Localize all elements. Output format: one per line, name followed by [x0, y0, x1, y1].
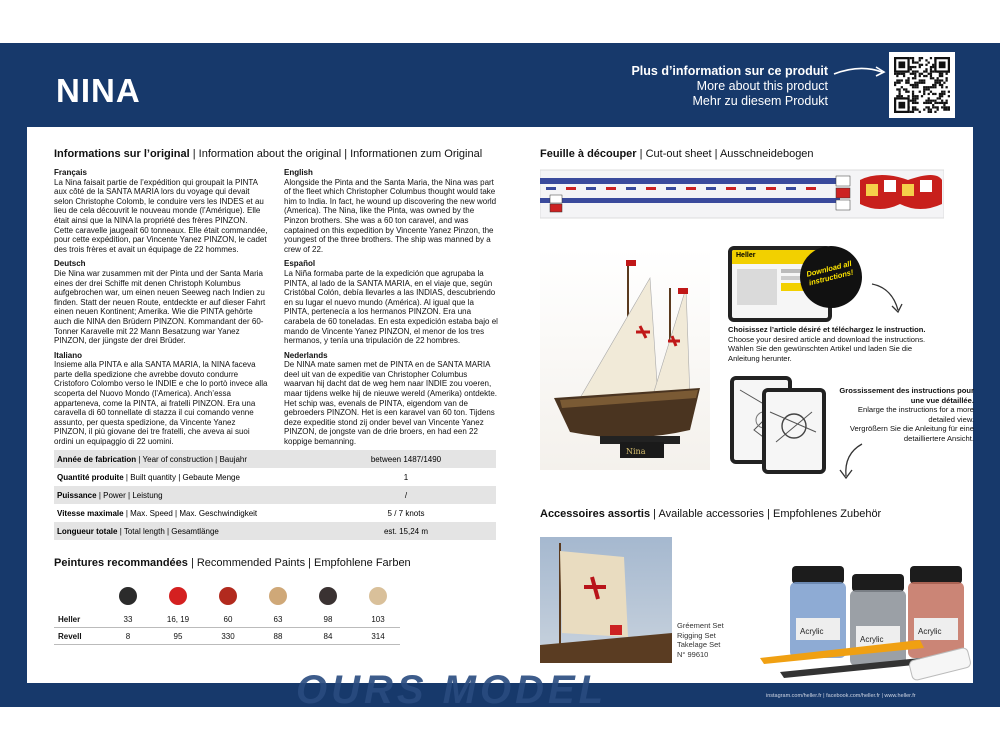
- info-text: De NINA mate samen met de PINTA en de SANTA MARIA deel uit van de expeditie van Christopher Columbus waarvan hij dacht dat de weg hem naar INDIE zou voeren, maar tijdens welke hij de nieuwe wereld (Amerika) ontdekte. Het schip was, evenals de PINTA, eigendom van de gebroeders PINZON. Het is een karavel van 60 ton. Tijdens deze expeditie stond zij onder bevel van Vincente Yanez PINZON, de jongste van de drie broers, en had een 22 koppige bemanning.: [284, 360, 497, 447]
- lang-label: Deutsch: [54, 259, 86, 269]
- paints-heading: [54, 557, 411, 569]
- info-text: Alongside the Pinta and the Santa Maria, the Nina was part of the fleet which Christopher Columbus thought would take him to India. In fact, he wound up discovering the new world (America). The Nina, like the Pinta, was owned by the Pinzon brothers. She was a 60 ton caravel, and was captained on this expedition by Vincente Yanez Pinzon, the youngest of the three brothers. The ship was manned by a crew of 22.: [284, 177, 497, 254]
- paint-swatch: [169, 587, 187, 605]
- more-info-fr: Plus d’information sur ce produit: [631, 64, 828, 78]
- step-2-text: [832, 386, 974, 443]
- step-1-de: Wählen Sie den gewünschten Artikel und laden Sie die Anleitung herunter.: [728, 344, 913, 363]
- download-badge[interactable]: Download all instructions!: [793, 239, 868, 314]
- accessories-heading-fr: Accessoires assortis: [540, 508, 651, 520]
- paint-code-heller: 33: [123, 615, 133, 624]
- page-title: NINA: [56, 72, 141, 109]
- arrow-icon: [868, 280, 908, 316]
- arrow-icon: [836, 440, 866, 480]
- step-2-en: Enlarge the instructions for a more detailed view.: [857, 405, 974, 424]
- paint-code-heller: 103: [371, 615, 385, 624]
- step-2-fr: Grossissement des instructions pour une vue détaillée.: [839, 386, 974, 405]
- info-block-it: [54, 351, 268, 447]
- jar-label: Acrylic: [800, 627, 824, 636]
- paint-row-heller: Heller: [58, 615, 81, 624]
- list-item: Rigging Set: [677, 630, 716, 640]
- info-column-right: [284, 168, 498, 452]
- info-text: La Niña formaba parte de la expedición que agrupaba la PINTA, al lado de la SANTA MARIA, en el viaje que, según Cristóbal Colón, debía llevarles a las INDIAS, descubriendo en su lugar el nuevo mundo (América). Al igual que la PINTA, pertenecía a los hermanos PINZON. Era una carabela de 60 toneladas. En esta expedición estaba bajo el mando de Vincente Yanez PINZON, el menor de los tres hermanos, y tenía una tripulación de 22 hombres.: [284, 268, 498, 346]
- paints-heading-fr: Peintures recommandées: [54, 557, 188, 569]
- info-block-en: [284, 168, 498, 254]
- heller-logo: Heller: [732, 250, 828, 264]
- paint-code-revell: 84: [323, 632, 333, 641]
- qr-code-icon: [894, 57, 950, 113]
- more-info-en: More about this product: [696, 79, 828, 93]
- info-text: Insieme alla PINTA e alla SANTA MARIA, la NINA faceva parte della spedizione che avrebbe dovuto condurre Cristoforo Colombo verso le INDIE e che lo portò invece alla scoperta del Nuovo Mondo (l’America). Anch’essa apparteneva, come la PINTA, ai fratelli PINZON. Era una caravella di 60 tonnellate di stazza il cui comando venne assunto, per questa spedizione, da Vincente Yanez PINZON, il più giovane dei tre fratelli, che aveva ai suoi ordini un equipaggio di 22 uomini.: [54, 360, 268, 447]
- tablet-zoom-image: [762, 388, 826, 474]
- divider: [54, 627, 400, 628]
- step-1-en: Choose your desired article and download the instructions.: [728, 334, 926, 344]
- cutout-heading-rest: | Cut-out sheet | Ausschneidebogen: [639, 148, 814, 160]
- info-text: La Nina faisait partie de l’expédition qui groupait la PINTA aux côté de la SANTA MARIA lors du voyage qui devait selon Christophe Colomb, le conduire vers les INDES et au lieu de cela découvrit le nouveau monde (l’Amérique). Elle était ainsi que la NINA la propriété des frères PINZON. Cette caravelle jaugeait 60 tonneaux. Elle était commandée, pour cette expédition, par Vincente Yanez PINZON, le cadet des trois frères et avait un équipage de 22 hommes.: [54, 177, 268, 254]
- info-block-nl: [284, 351, 498, 447]
- list-item: Takelage Set: [677, 640, 721, 649]
- spec-label: Vitesse maximale | Max. Speed | Max. Geschwindigkeit: [57, 508, 258, 518]
- paint-swatch: [219, 587, 237, 605]
- paint-swatch: [369, 587, 387, 605]
- lang-label: Italiano: [54, 350, 83, 360]
- spec-value: est. 15,24 m: [383, 526, 429, 536]
- step-2-de: Vergrößern Sie die Anleitung für eine detailliertere Ansicht.: [849, 424, 974, 443]
- paint-code-heller: 98: [323, 615, 333, 624]
- info-text: Die Nina war zusammen mit der Pinta und der Santa Maria eines der drei Schiffe mit denen Christoph Kolumbus aufgebrochen war, um einen neuen Seeweg nach Indien zu finden. Statt der neuen Route, entdeckte er auf dieser Fahrt einen neuen Kontinent; Amerika. Wie die PINTA gehörte auch die NINA den Brüdern PINZON. Kommandant der 60-Tonner Karavelle mit 22 Mann Besatzung war Yanez PINZON, der jüngste der drei Brüder.: [54, 268, 266, 346]
- paint-code-heller: 16, 19: [166, 615, 190, 624]
- table-row: [54, 468, 496, 486]
- watermark: OURS MODEL: [296, 668, 608, 712]
- spec-label: Longueur totale | Total length | Gesamtlänge: [57, 526, 219, 536]
- spec-value: 1: [403, 472, 409, 482]
- lang-label: Español: [284, 259, 316, 269]
- paint-swatch: [319, 587, 337, 605]
- spec-value: 5 / 7 knots: [387, 508, 425, 518]
- info-block-es: [284, 259, 498, 345]
- ship-model-image: [540, 248, 710, 470]
- cutout-sheet-image: [540, 168, 944, 220]
- info-heading: [54, 148, 482, 160]
- divider: [54, 644, 400, 645]
- table-row: [54, 504, 496, 522]
- list-item: Gréement Set: [677, 621, 724, 630]
- info-heading-fr: Informations sur l’original: [54, 148, 190, 160]
- spec-label: Quantité produite | Built quantity | Gebaute Menge: [57, 472, 240, 482]
- lang-label: Nederlands: [284, 350, 328, 360]
- list-item: N° 99610: [677, 649, 709, 659]
- paint-code-heller: 63: [273, 615, 283, 624]
- paint-code-revell: 314: [371, 632, 385, 641]
- rigging-photo: [540, 537, 672, 663]
- spec-value: /: [404, 490, 408, 500]
- info-heading-rest: | Information about the original | Informationen zum Original: [192, 148, 483, 160]
- model-photo: [540, 248, 710, 470]
- paint-jars-image: [760, 560, 972, 682]
- paint-code-revell: 95: [173, 632, 183, 641]
- cutout-heading-fr: Feuille à découper: [540, 148, 637, 160]
- arrow-right-icon: [832, 62, 888, 82]
- more-info-text: [631, 64, 828, 109]
- info-column-left: [54, 168, 268, 452]
- spec-label: Année de fabrication | Year of construction | Baujahr: [57, 454, 248, 464]
- specs-table: [54, 450, 496, 540]
- accessories-heading: [540, 508, 881, 520]
- footer-social-links[interactable]: instagram.com/heller.fr | facebook.com/heller.fr | www.heller.fr: [766, 693, 916, 699]
- more-info-de: Mehr zu diesem Produkt: [692, 94, 828, 108]
- paint-code-revell: 330: [221, 632, 235, 641]
- info-block-fr: [54, 168, 268, 254]
- jar-label: Acrylic: [918, 627, 942, 636]
- lang-label: Français: [54, 168, 87, 177]
- jar-label: Acrylic: [860, 635, 884, 644]
- paint-swatch: [269, 587, 287, 605]
- table-row: [54, 522, 496, 540]
- qr-code[interactable]: [889, 52, 955, 118]
- paint-swatch: [119, 587, 137, 605]
- paint-code-heller: 60: [223, 615, 233, 624]
- step-1-fr: Choisissez l’article désiré et téléchargez le instruction.: [728, 325, 926, 334]
- spec-value: between 1487/1490: [370, 454, 442, 464]
- spec-label: Puissance | Power | Leistung: [57, 490, 163, 500]
- paints-heading-rest: | Recommended Paints | Empfohlene Farben: [190, 557, 411, 569]
- step-1-text: [728, 325, 928, 363]
- table-row: [54, 486, 496, 504]
- lang-label: English: [284, 168, 313, 177]
- nameplate-text: Nina: [626, 447, 646, 456]
- accessory-list: [677, 621, 724, 659]
- info-block-de: [54, 259, 268, 345]
- cutout-heading: [540, 148, 814, 160]
- paint-code-revell: 8: [125, 632, 131, 641]
- table-row: [54, 450, 496, 468]
- accessories-heading-rest: | Available accessories | Empfohlenes Zubehör: [653, 508, 882, 520]
- paint-code-revell: 88: [273, 632, 283, 641]
- paint-row-revell: Revell: [58, 632, 82, 641]
